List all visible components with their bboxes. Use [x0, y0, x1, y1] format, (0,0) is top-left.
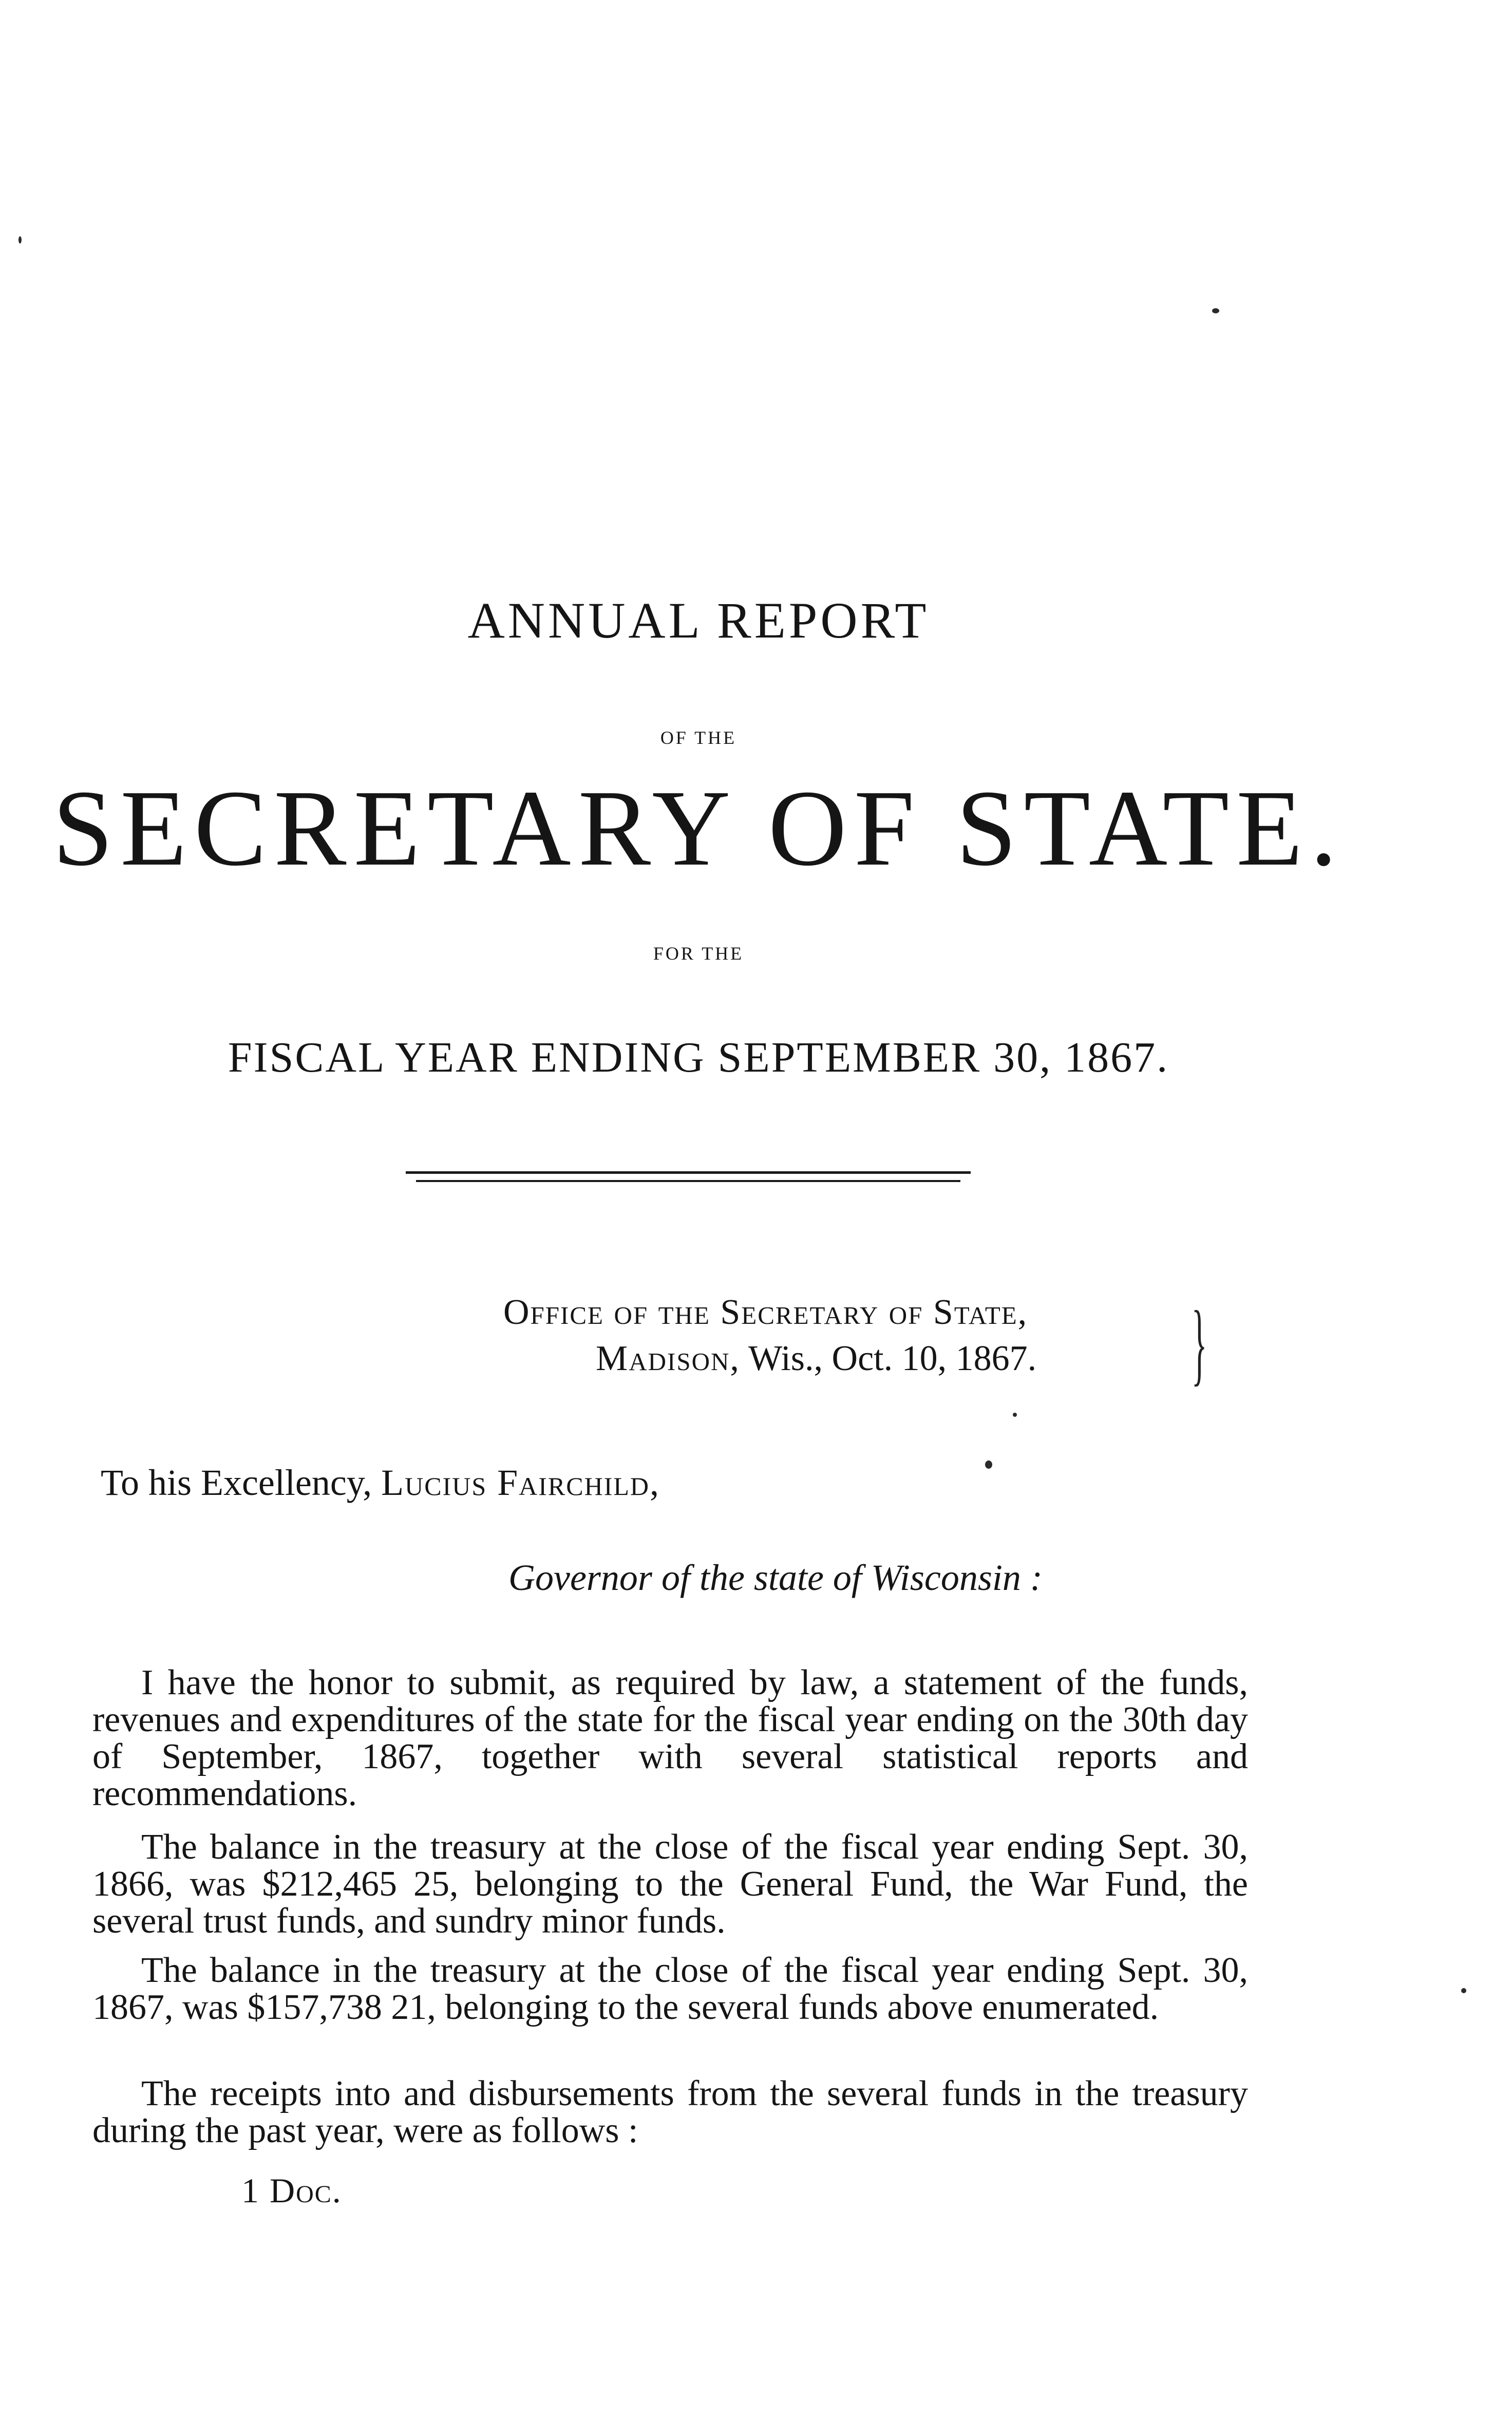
scan-speck — [1461, 1988, 1466, 1993]
scan-speck — [1013, 1413, 1017, 1417]
body-paragraph: The balance in the treasury at the close of the fiscal year ending Sept. 30, 1867, was $157,738 21, belonging to the several funds above enumerated. — [92, 1951, 1248, 2027]
body-paragraph: I have the honor to submit, as required by law, a statement of the funds, revenues and expenditures of the state for the fiscal year ending on the 30th day of September, 1867, together with several statistical reports and recommendations. — [92, 1663, 1248, 1813]
for-the-label: FOR THE — [653, 943, 744, 964]
office-date: Wis., Oct. 10, 1867. — [740, 1339, 1037, 1378]
fiscal-year-line: FISCAL YEAR ENDING SEPTEMBER 30, 1867. — [228, 1034, 1169, 1081]
right-brace-glyph: } — [1192, 1292, 1207, 1394]
governor-title: Governor of the state of Wisconsin : — [508, 1557, 1043, 1598]
rule-line — [416, 1180, 960, 1182]
signature-mark: 1 Doc. — [241, 2171, 342, 2210]
office-line1: Office of the Secretary of State, — [503, 1293, 1028, 1332]
scan-speck — [1212, 308, 1219, 313]
addressee-name: Lucius Fairchild, — [381, 1462, 660, 1503]
scan-speck — [985, 1460, 992, 1469]
office-line2 — [503, 1336, 1036, 1382]
rule-line — [406, 1171, 971, 1174]
address-line — [101, 1462, 660, 1504]
address-prefix: To his Excellency, — [101, 1462, 382, 1503]
body-paragraph: The balance in the treasury at the close of the fiscal year ending Sept. 30, 1866, was $212,465 25, belonging to the General Fund, the War Fund, the several trust funds, and sundry minor funds. — [92, 1827, 1248, 1941]
of-the-label: OF THE — [660, 727, 737, 748]
office-place: Madison, — [596, 1339, 740, 1378]
scan-speck — [18, 236, 22, 244]
report-title-line1: ANNUAL REPORT — [467, 592, 930, 649]
double-rule-divider — [406, 1171, 971, 1182]
report-title-line2: SECRETARY OF STATE. — [52, 767, 1345, 888]
office-heading — [503, 1289, 1036, 1382]
body-paragraph: The receipts into and disbursements from the several funds in the treasury during the past year, were as follows : — [92, 2074, 1248, 2150]
